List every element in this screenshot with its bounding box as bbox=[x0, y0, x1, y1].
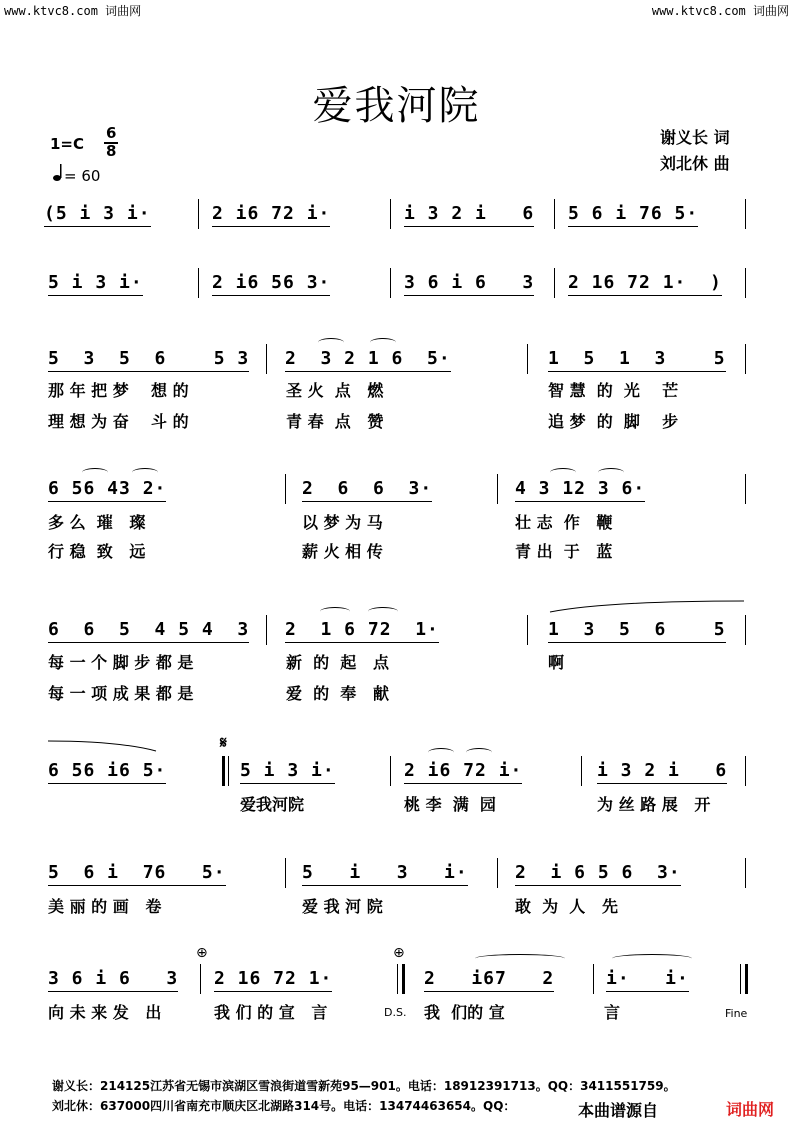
barline bbox=[198, 268, 199, 298]
brand-logo: 词曲网 bbox=[726, 1100, 775, 1119]
notes-measure: 5 i 3 i· bbox=[302, 862, 468, 883]
barline bbox=[266, 344, 267, 374]
barline bbox=[200, 964, 201, 994]
time-signature-bottom: 8 bbox=[106, 142, 117, 160]
double-barline bbox=[402, 964, 405, 994]
lyric-line-2: 理 想 为 奋 斗 的 bbox=[48, 412, 189, 431]
barline bbox=[554, 199, 555, 229]
lyric-line-1: 我 们的 宣 bbox=[424, 1003, 505, 1022]
lyric-line-1: 爱我河院 bbox=[240, 795, 305, 814]
footer-contact-composer: 刘北休：637000四川省南充市顺庆区北湖路314号。电话：13474463654。QQ： bbox=[52, 1099, 516, 1113]
fine-marking: Fine bbox=[725, 1007, 748, 1020]
lyric-line-1: 桃 李 满 园 bbox=[404, 795, 496, 814]
barline bbox=[497, 858, 498, 888]
slur-arc bbox=[82, 468, 108, 477]
lyric-line-2: 爱 的 奉 献 bbox=[286, 684, 389, 703]
composer-credit: 刘北休 曲 bbox=[660, 154, 730, 173]
lyric-line-1: 爱 我 河 院 bbox=[302, 897, 383, 916]
lyric-line-1: 美 丽 的 画 卷 bbox=[48, 897, 162, 916]
slur-arc bbox=[370, 338, 396, 347]
barline bbox=[527, 615, 528, 645]
lyricist-credit: 谢义长 词 bbox=[660, 128, 730, 147]
barline bbox=[285, 474, 286, 504]
system-4 bbox=[0, 478, 793, 508]
system-3 bbox=[0, 348, 793, 378]
lyric-line-1: 言 bbox=[604, 1003, 621, 1022]
system-1 bbox=[0, 203, 793, 233]
system-8 bbox=[0, 968, 793, 998]
barline bbox=[581, 756, 582, 786]
slur-arc bbox=[550, 468, 576, 477]
barline bbox=[266, 615, 267, 645]
lyric-line-1: 圣 火 点 燃 bbox=[286, 381, 384, 400]
barline bbox=[390, 268, 391, 298]
tempo-marking: = 60 bbox=[64, 167, 101, 185]
notes-measure: 2 16 72 1· ) bbox=[568, 272, 722, 293]
coda-icon: ⊕ bbox=[393, 945, 405, 961]
barline bbox=[285, 858, 286, 888]
system-7 bbox=[0, 862, 793, 892]
page-title: 爱我河院 bbox=[312, 83, 481, 129]
barline bbox=[390, 199, 391, 229]
lyric-line-1: 以 梦 为 马 bbox=[302, 513, 383, 532]
notes-measure: 2 3 2 1 6 5· bbox=[285, 348, 451, 369]
lyric-line-1: 向 未 来 发 出 bbox=[48, 1003, 162, 1022]
lyric-line-1: 每 一 个 脚 步 都 是 bbox=[48, 653, 194, 672]
notes-measure: i· i· bbox=[606, 968, 689, 989]
notes-measure: i 3 2 i 6 bbox=[404, 203, 535, 224]
ds-marking: D.S. bbox=[384, 1006, 407, 1019]
source-label: 本曲谱源自 bbox=[578, 1101, 659, 1120]
notes-measure: 2 i 6 5 6 3· bbox=[515, 862, 681, 883]
slur-arc bbox=[475, 954, 565, 963]
barline bbox=[228, 756, 229, 786]
decrescendo-line bbox=[48, 738, 158, 752]
slur-arc bbox=[318, 338, 344, 347]
lyric-line-1: 那 年 把 梦 想 的 bbox=[48, 381, 189, 400]
barline bbox=[745, 268, 746, 298]
barline bbox=[497, 474, 498, 504]
slur-arc bbox=[320, 607, 350, 616]
notes-measure: 5 3 5 6 5 3 bbox=[48, 348, 250, 369]
footer-contact-lyricist: 谢义长：214125江苏省无锡市滨湖区雪浪街道雪新苑95—901。电话：18912391713。QQ：3411551759。 bbox=[52, 1079, 676, 1093]
barline bbox=[397, 964, 398, 994]
segno-icon: 𝄋 bbox=[220, 733, 227, 752]
notes-measure: 2 1 6 72 1· bbox=[285, 619, 439, 640]
notes-measure: 4 3 12 3 6· bbox=[515, 478, 646, 499]
key-signature: 1=C bbox=[50, 135, 85, 153]
lyric-line-1: 智 慧 的 光 芒 bbox=[548, 381, 679, 400]
notes-measure: 2 16 72 1· bbox=[214, 968, 333, 989]
lyric-line-2: 薪 火 相 传 bbox=[302, 542, 383, 561]
lyric-line-1: 啊 bbox=[548, 653, 565, 672]
notes-measure: 6 6 5 4 5 4 3 bbox=[48, 619, 250, 640]
slur-arc bbox=[466, 748, 492, 757]
barline bbox=[745, 199, 746, 229]
barline bbox=[745, 344, 746, 374]
time-signature-top: 6 bbox=[106, 124, 117, 142]
notes-measure: 1 3 5 6 5 bbox=[548, 619, 726, 640]
barline bbox=[390, 756, 391, 786]
lyric-line-2: 青 出 于 蓝 bbox=[515, 542, 613, 561]
notes-measure: 2 6 6 3· bbox=[302, 478, 433, 499]
barline bbox=[554, 268, 555, 298]
notes-measure: 5 6 i 76 5· bbox=[568, 203, 699, 224]
notes-measure: 3 6 i 6 3 bbox=[48, 968, 179, 989]
system-5 bbox=[0, 619, 793, 649]
lyric-line-1: 新 的 起 点 bbox=[286, 653, 389, 672]
notes-measure: 2 i67 2 bbox=[424, 968, 555, 989]
slur-arc bbox=[612, 954, 692, 963]
barline bbox=[198, 199, 199, 229]
coda-icon: ⊕ bbox=[196, 945, 208, 961]
slur-arc bbox=[368, 607, 398, 616]
lyric-line-1: 多 么 璀 璨 bbox=[48, 513, 146, 532]
final-barline-thick bbox=[745, 964, 748, 994]
lyric-line-1: 我 们 的 宣 言 bbox=[214, 1003, 328, 1022]
crescendo-line bbox=[548, 598, 744, 612]
notes-measure: 2 i6 72 i· bbox=[212, 203, 331, 224]
barline bbox=[745, 756, 746, 786]
barline bbox=[593, 964, 594, 994]
system-2 bbox=[0, 272, 793, 302]
notes-measure: 6 56 i6 5· bbox=[48, 760, 167, 781]
slur-arc bbox=[428, 748, 454, 757]
notes-measure: 5 6 i 76 5· bbox=[48, 862, 226, 883]
slur-arc bbox=[132, 468, 158, 477]
slur-arc bbox=[598, 468, 624, 477]
watermark-left: www.ktvc8.com 词曲网 bbox=[4, 4, 142, 18]
notes-measure: i 3 2 i 6 bbox=[597, 760, 728, 781]
barline bbox=[745, 615, 746, 645]
repeat-barline bbox=[222, 756, 225, 786]
notes-measure: 6 56 43 2· bbox=[48, 478, 167, 499]
lyric-line-2: 行 稳 致 远 bbox=[48, 542, 146, 561]
notes-measure: 5 i 3 i· bbox=[48, 272, 143, 293]
lyric-line-2: 每 一 项 成 果 都 是 bbox=[48, 684, 194, 703]
barline bbox=[527, 344, 528, 374]
barline bbox=[745, 474, 746, 504]
notes-measure: 2 i6 72 i· bbox=[404, 760, 523, 781]
lyric-line-1: 壮 志 作 鞭 bbox=[515, 513, 613, 532]
notes-measure: 2 i6 56 3· bbox=[212, 272, 331, 293]
lyric-line-1: 为 丝 路 展 开 bbox=[597, 795, 711, 814]
lyric-line-1: 敢 为 人 先 bbox=[515, 897, 618, 916]
watermark-right: www.ktvc8.com 词曲网 bbox=[651, 4, 789, 18]
lyric-line-2: 追 梦 的 脚 步 bbox=[548, 412, 679, 431]
lyric-line-2: 青 春 点 赞 bbox=[286, 412, 384, 431]
barline bbox=[745, 858, 746, 888]
notes-measure: 3 6 i 6 3 bbox=[404, 272, 535, 293]
notes-measure: (5 i 3 i· bbox=[44, 203, 151, 224]
final-barline bbox=[740, 964, 741, 994]
notes-measure: 1 5 1 3 5 bbox=[548, 348, 726, 369]
notes-measure: 5 i 3 i· bbox=[240, 760, 335, 781]
system-6 bbox=[0, 760, 793, 790]
